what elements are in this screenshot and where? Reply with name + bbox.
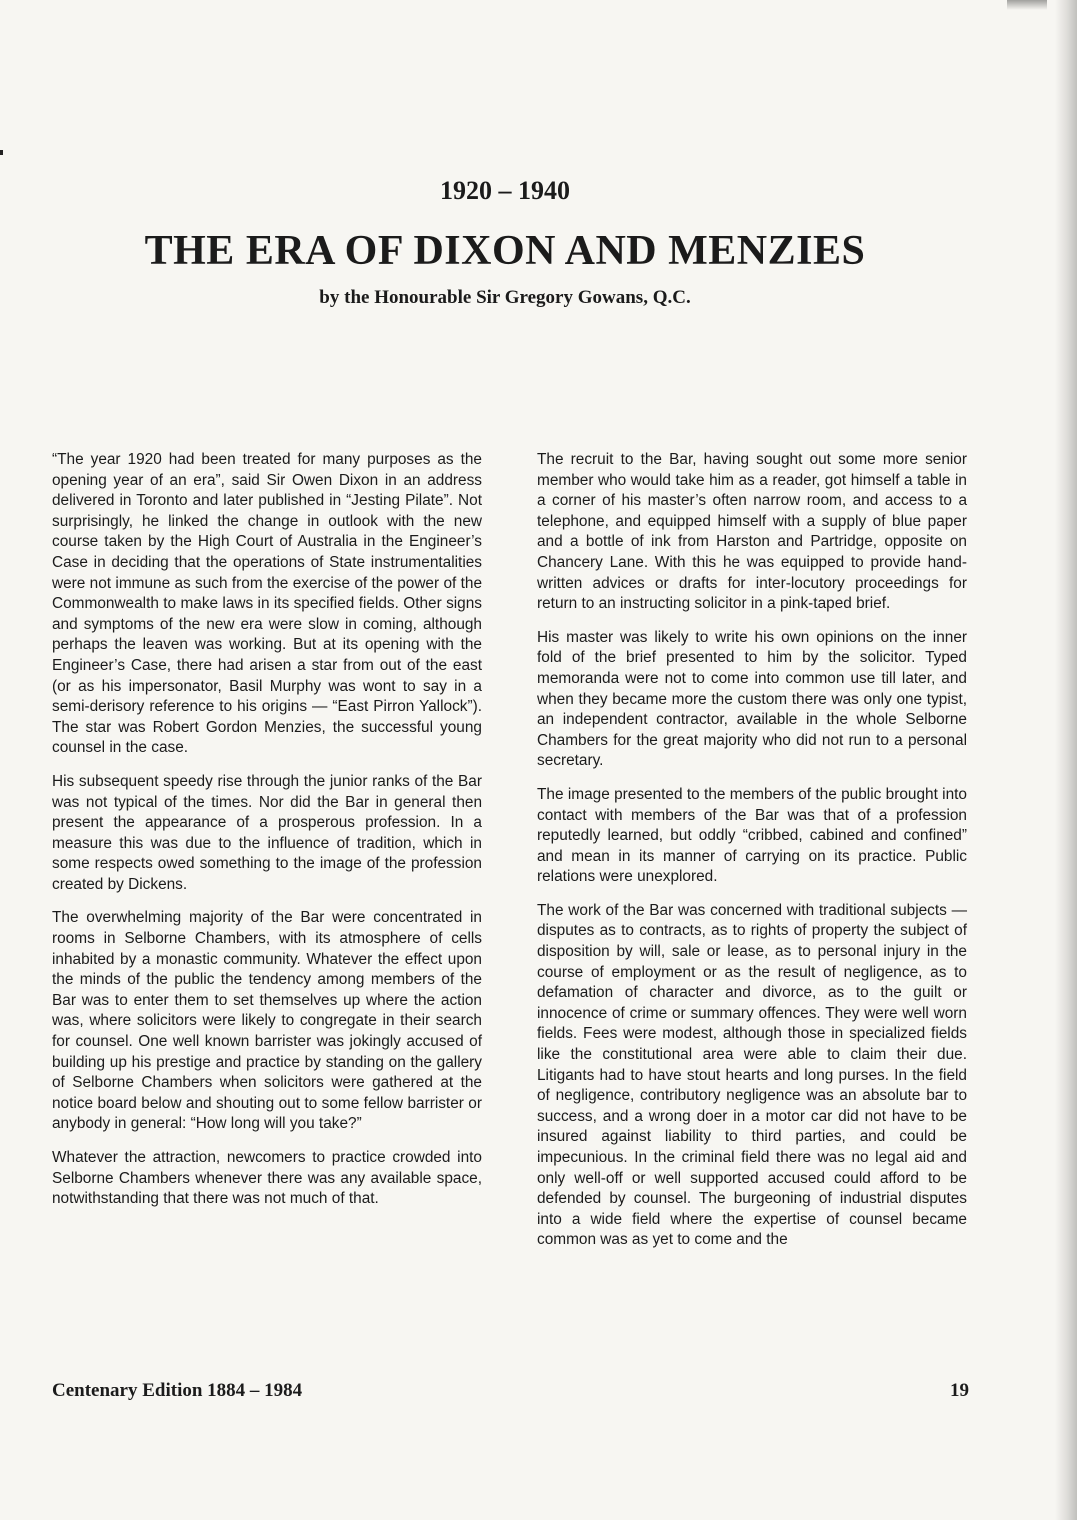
- page-number: 19: [950, 1380, 969, 1401]
- paragraph: Whatever the attraction, newcomers to practice crowded into Selborne Chambers whenever there was any available space, notwithstanding that there was not much of that.: [52, 1149, 482, 1208]
- paragraph: The image presented to the members of the public brought into contact with members of the Bar was that of a profession reputedly learned, but oddly “cribbed, cabined and confined” and mean in its manner of carrying on its practice. Public relations were unexplored.: [537, 785, 967, 886]
- paragraph: The overwhelming majority of the Bar were concentrated in rooms in Selborne Chambers, with its atmosphere of cells inhabited by a monastic community. Whatever the effect upon the minds of the public the tendency among members of the Bar was to enter them to set themselves up where the action was, where solicitors were likely to congregate in their search for counsel. One well known barrister was jokingly accused of building up his prestige and practice by standing on the gallery of Selborne Chambers when solicitors were gathered at the notice board below and shouting out to some fellow barrister or anybody in general: “How long will you take?”: [52, 909, 482, 1133]
- right-column: [537, 450, 967, 1264]
- paragraph: The recruit to the Bar, having sought out some more senior member who would take him as a reader, got himself a table in a corner of his master’s often narrow room, and access to a telephone, and equipped himself with a supply of blue paper and a bottle of ink from Harston and Partridge, opposite on Chancery Lane. With this he was equipped to provide hand-written advices or drafts for inter-locutory proceedings for return to an instructing solicitor in a pink-taped brief.: [537, 451, 967, 613]
- scan-edge-mark: [1007, 0, 1047, 10]
- paragraph: His subsequent speedy rise through the junior ranks of the Bar was not typical of the times. Nor did the Bar in general then present the appearance of a prosperous profession. In a measure this was due to the influence of tradition, which in some respects owed something to the image of the profession created by Dickens.: [52, 772, 482, 893]
- author-byline: by the Honourable Sir Gregory Gowans, Q.C.: [319, 287, 691, 308]
- scan-speck: [0, 150, 3, 155]
- period-heading: 1920 – 1940: [440, 176, 570, 205]
- footer-edition: Centenary Edition 1884 – 1984: [52, 1380, 303, 1401]
- article-title: THE ERA OF DIXON AND MENZIES: [144, 228, 866, 274]
- paragraph: His master was likely to write his own opinions on the inner fold of the brief presented to him by the solicitor. Typed memoranda were not to come into common use till later, and when they became more the custom there was only one typist, an independent contractor, available in the whole Selborne Chambers for the great majority who did not run to a personal secretary.: [537, 628, 967, 770]
- paragraph: “The year 1920 had been treated for many purposes as the opening year of an era”, said Sir Owen Dixon in an address delivered in Toronto and later published in “Jesting Pilate”. Not surprisingly, he linked the change in outlook with the new course taken by the High Court of Australia in the Engineer’s Case in deciding that the operations of State instrumentalities were not immune as such from the exercise of the power of the Commonwealth to make laws in its specified fields. Other signs and symptoms of the new era were slow in coming, although perhaps the leaven was working. But at its opening with the Engineer’s Case, there had arisen a star from out of the east (or as his impersonator, Basil Murphy was wont to say in a semi-derisory reference to his origins — “East Pirron Yallock”). The star was Robert Gordon Menzies, the successful young counsel in the case.: [52, 451, 482, 757]
- page-binding-shadow: [1055, 0, 1077, 1520]
- left-column: [52, 450, 482, 1223]
- paragraph: The work of the Bar was concerned with traditional subjects — disputes as to contracts, as to rights of property the subject of disposition by will, sale or lease, as to personal injury in the course of employment or as the result of negligence, as to defamation of character and divorce, as to the guilt or innocence of crime or summary offences. They were well worn fields. Fees were modest, although those in specialized fields like the constitutional area were able to claim their due. Litigants had to have stout hearts and long purses. In the field of negligence, contributory negligence was an absolute bar to success, and a wrong doer in a motor car did not have to be insured against liability to third parties, and could be impecunious. In the criminal field there was no legal aid and only well-off or well supported accused could afford to be defended by counsel. The burgeoning of industrial disputes into a wide field where the expertise of counsel became common was as yet to come and the: [537, 901, 967, 1249]
